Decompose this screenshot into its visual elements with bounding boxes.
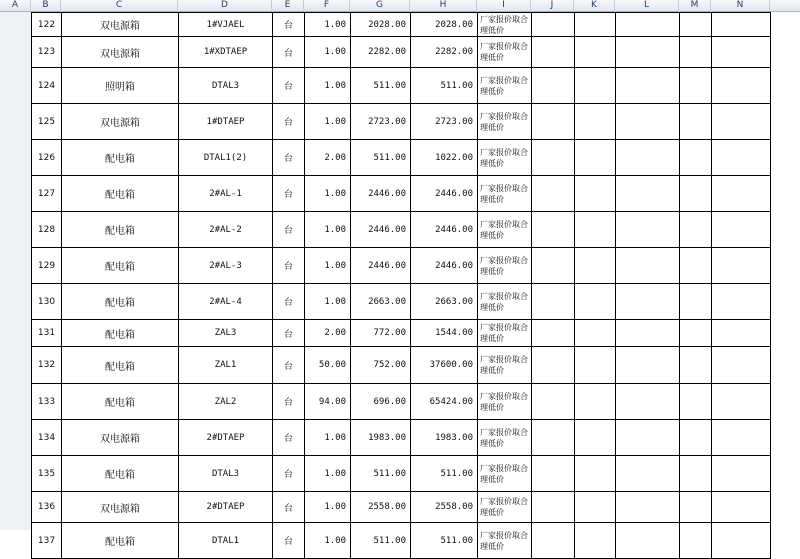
name-cell[interactable]: 照明箱 (62, 68, 179, 104)
model-cell[interactable]: 2#AL-1 (179, 176, 273, 212)
table-row (32, 284, 771, 320)
row-id-cell[interactable]: 135 (32, 456, 62, 492)
data-grid[interactable] (31, 12, 771, 559)
note-cell[interactable]: 厂家报价取合理低价 (478, 384, 532, 420)
row-id-cell[interactable]: 126 (32, 140, 62, 176)
model-cell[interactable]: 2#DTAEP (179, 420, 273, 456)
model-cell[interactable]: ZAL1 (179, 347, 273, 384)
table-row (32, 523, 771, 559)
unit-cell[interactable]: 台 (273, 176, 305, 212)
empty-cell[interactable] (616, 492, 680, 523)
empty-cell[interactable] (532, 13, 575, 37)
quantity-cell[interactable]: 50.00 (305, 347, 351, 384)
row-id-cell[interactable]: 133 (32, 384, 62, 420)
name-cell[interactable]: 配电箱 (62, 523, 179, 559)
quantity-cell[interactable]: 94.00 (305, 384, 351, 420)
name-cell[interactable]: 双电源箱 (62, 37, 179, 68)
note-cell[interactable]: 厂家报价取合理低价 (478, 320, 532, 347)
quantity-cell[interactable]: 1.00 (305, 523, 351, 559)
empty-cell[interactable] (680, 140, 712, 176)
price-cell[interactable]: 696.00 (351, 384, 411, 420)
empty-cell[interactable] (532, 248, 575, 284)
model-cell[interactable]: 1#XDTAEP (179, 37, 273, 68)
empty-cell[interactable] (712, 212, 771, 248)
quantity-cell[interactable]: 1.00 (305, 13, 351, 37)
empty-cell[interactable] (680, 37, 712, 68)
note-cell[interactable]: 厂家报价取合理低价 (478, 68, 532, 104)
row-id-cell[interactable]: 136 (32, 492, 62, 523)
empty-cell[interactable] (616, 320, 680, 347)
model-cell[interactable]: 1#VJAEL (179, 13, 273, 37)
empty-cell[interactable] (575, 68, 616, 104)
empty-cell[interactable] (616, 347, 680, 384)
unit-cell[interactable]: 台 (273, 420, 305, 456)
column-header-i[interactable]: I (477, 0, 531, 11)
empty-cell[interactable] (532, 492, 575, 523)
row-id-cell[interactable]: 128 (32, 212, 62, 248)
note-cell[interactable]: 厂家报价取合理低价 (478, 456, 532, 492)
column-header-bar (0, 0, 800, 12)
unit-cell[interactable]: 台 (273, 347, 305, 384)
quantity-cell[interactable]: 2.00 (305, 320, 351, 347)
total-cell[interactable]: 2028.00 (411, 13, 478, 37)
model-cell[interactable]: 2#AL-2 (179, 212, 273, 248)
table-row (32, 68, 771, 104)
empty-cell[interactable] (616, 384, 680, 420)
row-id-cell[interactable]: 129 (32, 248, 62, 284)
unit-cell[interactable]: 台 (273, 456, 305, 492)
unit-cell[interactable]: 台 (273, 284, 305, 320)
price-cell[interactable]: 2028.00 (351, 13, 411, 37)
empty-cell[interactable] (532, 284, 575, 320)
note-cell[interactable]: 厂家报价取合理低价 (478, 284, 532, 320)
empty-cell[interactable] (616, 456, 680, 492)
unit-cell[interactable]: 台 (273, 523, 305, 559)
empty-cell[interactable] (616, 104, 680, 140)
empty-cell[interactable] (532, 37, 575, 68)
empty-cell[interactable] (680, 347, 712, 384)
row-id-cell[interactable]: 124 (32, 68, 62, 104)
unit-cell[interactable]: 台 (273, 384, 305, 420)
quantity-cell[interactable]: 1.00 (305, 176, 351, 212)
empty-cell[interactable] (532, 523, 575, 559)
empty-cell[interactable] (712, 456, 771, 492)
note-cell[interactable]: 厂家报价取合理低价 (478, 37, 532, 68)
model-cell[interactable]: 1#DTAEP (179, 104, 273, 140)
name-cell[interactable]: 配电箱 (62, 248, 179, 284)
column-header-m[interactable]: M (679, 0, 711, 11)
column-header-c[interactable]: C (61, 0, 178, 11)
quantity-cell[interactable]: 1.00 (305, 420, 351, 456)
model-cell[interactable]: 2#AL-4 (179, 284, 273, 320)
empty-cell[interactable] (712, 384, 771, 420)
table-row (32, 420, 771, 456)
table-row (32, 176, 771, 212)
empty-cell[interactable] (680, 248, 712, 284)
total-cell[interactable]: 1022.00 (411, 140, 478, 176)
empty-cell[interactable] (680, 104, 712, 140)
empty-cell[interactable] (532, 384, 575, 420)
column-header-g[interactable]: G (350, 0, 410, 11)
empty-cell[interactable] (532, 176, 575, 212)
unit-cell[interactable]: 台 (273, 37, 305, 68)
price-cell[interactable]: 2558.00 (351, 492, 411, 523)
price-cell[interactable]: 2663.00 (351, 284, 411, 320)
row-id-cell[interactable]: 137 (32, 523, 62, 559)
empty-cell[interactable] (575, 212, 616, 248)
empty-cell[interactable] (712, 176, 771, 212)
empty-cell[interactable] (680, 176, 712, 212)
empty-cell[interactable] (575, 104, 616, 140)
empty-cell[interactable] (712, 68, 771, 104)
empty-cell[interactable] (532, 68, 575, 104)
model-cell[interactable]: DTAL3 (179, 456, 273, 492)
name-cell[interactable]: 配电箱 (62, 284, 179, 320)
price-cell[interactable]: 511.00 (351, 456, 411, 492)
empty-cell[interactable] (680, 420, 712, 456)
model-cell[interactable]: 2#AL-3 (179, 248, 273, 284)
name-cell[interactable]: 双电源箱 (62, 492, 179, 523)
empty-cell[interactable] (532, 212, 575, 248)
model-cell[interactable]: DTAL1(2) (179, 140, 273, 176)
total-cell[interactable]: 37600.00 (411, 347, 478, 384)
empty-cell[interactable] (616, 68, 680, 104)
empty-cell[interactable] (616, 140, 680, 176)
row-id-cell[interactable]: 131 (32, 320, 62, 347)
quantity-cell[interactable]: 1.00 (305, 37, 351, 68)
empty-cell[interactable] (575, 13, 616, 37)
table-row (32, 212, 771, 248)
name-cell[interactable]: 双电源箱 (62, 420, 179, 456)
total-cell[interactable]: 2446.00 (411, 248, 478, 284)
empty-cell[interactable] (680, 13, 712, 37)
note-cell[interactable]: 厂家报价取合理低价 (478, 523, 532, 559)
column-header-l[interactable]: L (615, 0, 679, 11)
unit-cell[interactable]: 台 (273, 13, 305, 37)
empty-cell[interactable] (575, 492, 616, 523)
empty-cell[interactable] (712, 420, 771, 456)
empty-cell[interactable] (680, 492, 712, 523)
table-row (32, 492, 771, 523)
row-id-cell[interactable]: 127 (32, 176, 62, 212)
empty-cell[interactable] (532, 420, 575, 456)
unit-cell[interactable]: 台 (273, 320, 305, 347)
empty-cell[interactable] (575, 523, 616, 559)
empty-cell[interactable] (616, 212, 680, 248)
column-header-h[interactable]: H (410, 0, 477, 11)
empty-cell[interactable] (575, 248, 616, 284)
name-cell[interactable]: 配电箱 (62, 456, 179, 492)
quantity-cell[interactable]: 1.00 (305, 212, 351, 248)
price-cell[interactable]: 2723.00 (351, 104, 411, 140)
empty-cell[interactable] (712, 248, 771, 284)
empty-cell[interactable] (616, 13, 680, 37)
row-id-cell[interactable]: 122 (32, 13, 62, 37)
empty-cell[interactable] (575, 284, 616, 320)
name-cell[interactable]: 配电箱 (62, 212, 179, 248)
price-cell[interactable]: 2282.00 (351, 37, 411, 68)
empty-cell[interactable] (616, 284, 680, 320)
total-cell[interactable]: 511.00 (411, 68, 478, 104)
column-header-a[interactable]: A (0, 0, 31, 11)
quantity-cell[interactable]: 1.00 (305, 284, 351, 320)
empty-cell[interactable] (712, 140, 771, 176)
table-row (32, 13, 771, 37)
total-cell[interactable]: 65424.00 (411, 384, 478, 420)
empty-cell[interactable] (616, 523, 680, 559)
empty-cell[interactable] (616, 420, 680, 456)
model-cell[interactable]: ZAL2 (179, 384, 273, 420)
total-cell[interactable]: 2723.00 (411, 104, 478, 140)
name-cell[interactable]: 配电箱 (62, 176, 179, 212)
model-cell[interactable]: DTAL3 (179, 68, 273, 104)
table-row (32, 320, 771, 347)
empty-cell[interactable] (575, 384, 616, 420)
total-cell[interactable]: 2282.00 (411, 37, 478, 68)
empty-cell[interactable] (712, 523, 771, 559)
table-row (32, 104, 771, 140)
price-cell[interactable]: 511.00 (351, 140, 411, 176)
total-cell[interactable]: 2558.00 (411, 492, 478, 523)
price-cell[interactable]: 511.00 (351, 68, 411, 104)
note-cell[interactable]: 厂家报价取合理低价 (478, 140, 532, 176)
name-cell[interactable]: 配电箱 (62, 140, 179, 176)
note-cell[interactable]: 厂家报价取合理低价 (478, 13, 532, 37)
row-id-cell[interactable]: 125 (32, 104, 62, 140)
note-cell[interactable]: 厂家报价取合理低价 (478, 176, 532, 212)
table-row (32, 384, 771, 420)
empty-cell[interactable] (680, 212, 712, 248)
note-cell[interactable]: 厂家报价取合理低价 (478, 420, 532, 456)
total-cell[interactable]: 1983.00 (411, 420, 478, 456)
row-header-bar (0, 12, 32, 530)
total-cell[interactable]: 2446.00 (411, 212, 478, 248)
empty-cell[interactable] (680, 384, 712, 420)
unit-cell[interactable]: 台 (273, 68, 305, 104)
column-header-b[interactable]: B (31, 0, 61, 11)
empty-cell[interactable] (616, 37, 680, 68)
unit-cell[interactable]: 台 (273, 140, 305, 176)
unit-cell[interactable]: 台 (273, 248, 305, 284)
model-cell[interactable]: ZAL3 (179, 320, 273, 347)
column-header-n[interactable]: N (711, 0, 770, 11)
empty-cell[interactable] (680, 68, 712, 104)
empty-cell[interactable] (616, 248, 680, 284)
quantity-cell[interactable]: 1.00 (305, 248, 351, 284)
empty-cell[interactable] (680, 320, 712, 347)
row-id-cell[interactable]: 132 (32, 347, 62, 384)
empty-cell[interactable] (575, 456, 616, 492)
price-cell[interactable]: 2446.00 (351, 176, 411, 212)
empty-cell[interactable] (680, 284, 712, 320)
empty-cell[interactable] (712, 347, 771, 384)
empty-cell[interactable] (575, 320, 616, 347)
note-cell[interactable]: 厂家报价取合理低价 (478, 492, 532, 523)
model-cell[interactable]: DTAL1 (179, 523, 273, 559)
empty-cell[interactable] (532, 140, 575, 176)
empty-cell[interactable] (616, 176, 680, 212)
quantity-cell[interactable]: 1.00 (305, 104, 351, 140)
table-row (32, 456, 771, 492)
empty-cell[interactable] (712, 284, 771, 320)
column-header-k[interactable]: K (574, 0, 615, 11)
quantity-cell[interactable]: 1.00 (305, 492, 351, 523)
empty-cell[interactable] (575, 420, 616, 456)
empty-cell[interactable] (575, 37, 616, 68)
empty-cell[interactable] (575, 140, 616, 176)
table-row (32, 248, 771, 284)
empty-cell[interactable] (532, 320, 575, 347)
name-cell[interactable]: 配电箱 (62, 384, 179, 420)
empty-cell[interactable] (712, 320, 771, 347)
empty-cell[interactable] (680, 456, 712, 492)
column-header-e[interactable]: E (272, 0, 304, 11)
price-cell[interactable]: 772.00 (351, 320, 411, 347)
empty-cell[interactable] (575, 176, 616, 212)
unit-cell[interactable]: 台 (273, 104, 305, 140)
name-cell[interactable]: 双电源箱 (62, 13, 179, 37)
column-header-d[interactable]: D (178, 0, 272, 11)
row-id-cell[interactable]: 130 (32, 284, 62, 320)
price-cell[interactable]: 2446.00 (351, 248, 411, 284)
quantity-cell[interactable]: 1.00 (305, 456, 351, 492)
empty-cell[interactable] (575, 347, 616, 384)
name-cell[interactable]: 配电箱 (62, 320, 179, 347)
unit-cell[interactable]: 台 (273, 212, 305, 248)
note-cell[interactable]: 厂家报价取合理低价 (478, 248, 532, 284)
empty-cell[interactable] (680, 523, 712, 559)
empty-cell[interactable] (532, 104, 575, 140)
empty-cell[interactable] (532, 456, 575, 492)
row-id-cell[interactable]: 134 (32, 420, 62, 456)
total-cell[interactable]: 2663.00 (411, 284, 478, 320)
model-cell[interactable]: 2#DTAEP (179, 492, 273, 523)
table-row (32, 37, 771, 68)
empty-cell[interactable] (532, 347, 575, 384)
price-cell[interactable]: 752.00 (351, 347, 411, 384)
table-row (32, 140, 771, 176)
note-cell[interactable]: 厂家报价取合理低价 (478, 212, 532, 248)
price-cell[interactable]: 2446.00 (351, 212, 411, 248)
empty-cell[interactable] (712, 492, 771, 523)
name-cell[interactable]: 配电箱 (62, 347, 179, 384)
price-cell[interactable]: 511.00 (351, 523, 411, 559)
total-cell[interactable]: 2446.00 (411, 176, 478, 212)
column-header-j[interactable]: J (531, 0, 574, 11)
total-cell[interactable]: 511.00 (411, 523, 478, 559)
note-cell[interactable]: 厂家报价取合理低价 (478, 347, 532, 384)
empty-cell[interactable] (712, 104, 771, 140)
note-cell[interactable]: 厂家报价取合理低价 (478, 104, 532, 140)
empty-cell[interactable] (712, 13, 771, 37)
total-cell[interactable]: 1544.00 (411, 320, 478, 347)
column-header-f[interactable]: F (304, 0, 350, 11)
quantity-cell[interactable]: 1.00 (305, 68, 351, 104)
quantity-cell[interactable]: 2.00 (305, 140, 351, 176)
table-row (32, 347, 771, 384)
empty-cell[interactable] (712, 37, 771, 68)
name-cell[interactable]: 双电源箱 (62, 104, 179, 140)
unit-cell[interactable]: 台 (273, 492, 305, 523)
total-cell[interactable]: 511.00 (411, 456, 478, 492)
price-cell[interactable]: 1983.00 (351, 420, 411, 456)
row-id-cell[interactable]: 123 (32, 37, 62, 68)
